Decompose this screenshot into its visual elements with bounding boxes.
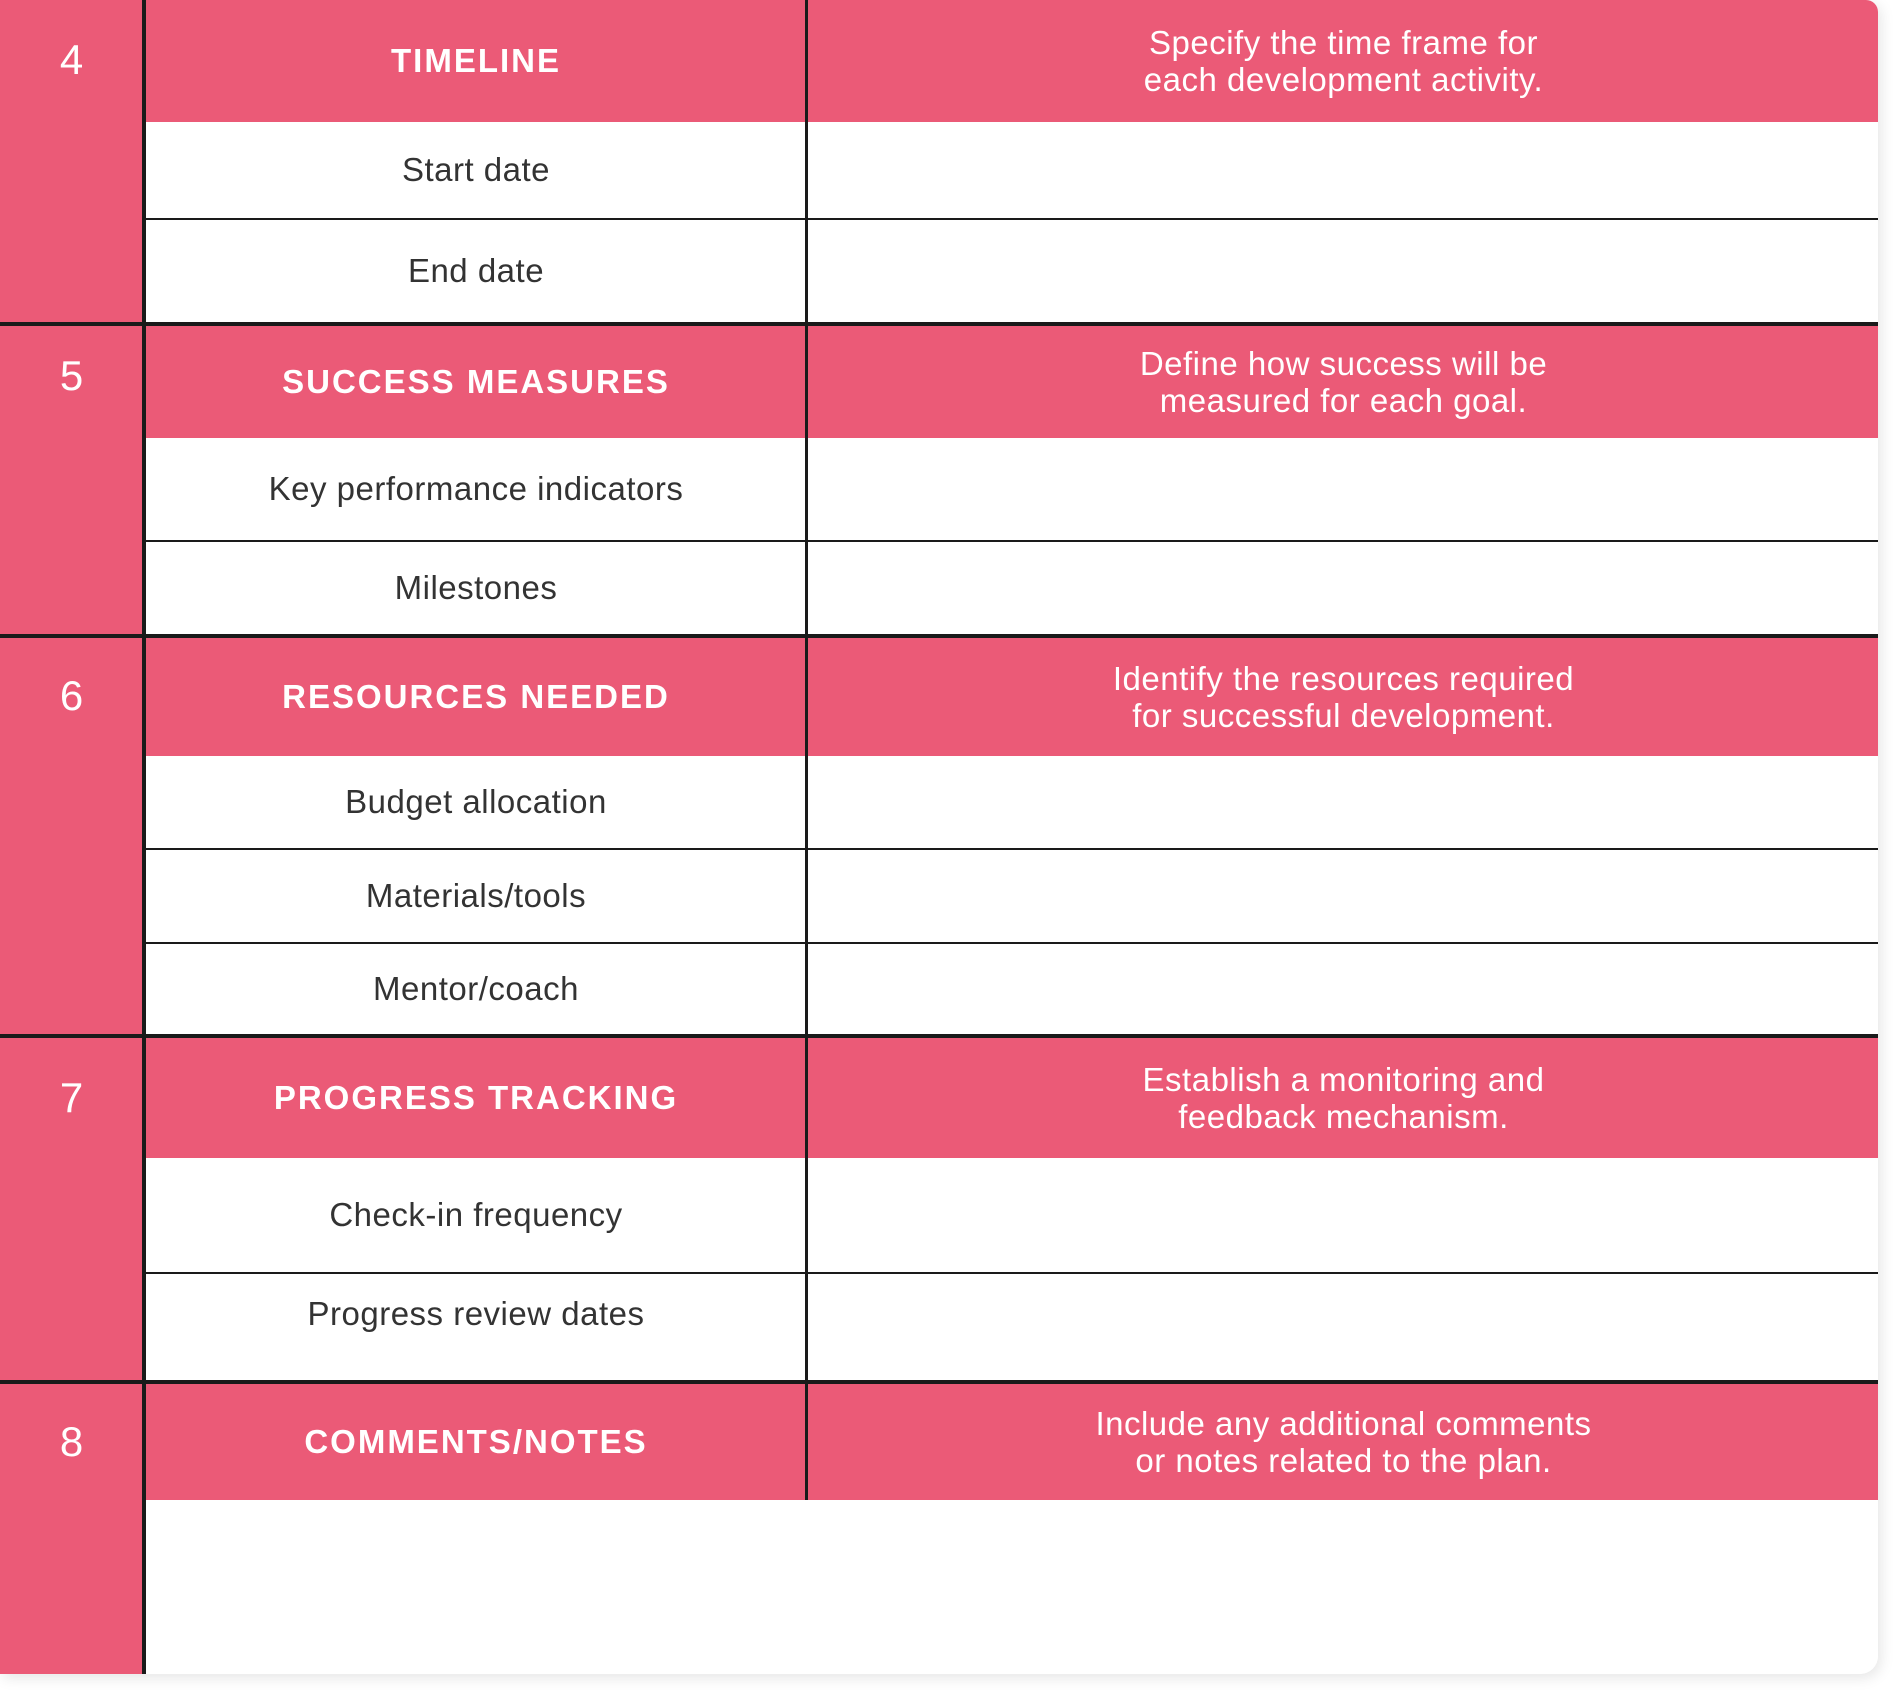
section-title: COMMENTS/NOTES xyxy=(304,1423,648,1460)
section-description: Identify the resources required for successful development. xyxy=(1112,660,1575,734)
row-label: End date xyxy=(407,252,545,289)
row-label: Progress review dates xyxy=(307,1295,645,1332)
section-progress-tracking xyxy=(0,1038,1878,1380)
table-row xyxy=(146,438,1878,540)
row-input-cell[interactable] xyxy=(809,220,1878,322)
section-title: TIMELINE xyxy=(391,42,561,79)
section-comments-notes xyxy=(0,1384,1878,1674)
section-title: PROGRESS TRACKING xyxy=(273,1079,679,1116)
table-row xyxy=(146,1274,1878,1380)
table-row xyxy=(146,220,1878,322)
row-label: Key performance indicators xyxy=(268,470,684,507)
section-header xyxy=(146,1038,1878,1158)
section-number: 7 xyxy=(59,1074,84,1121)
section-title: SUCCESS MEASURES xyxy=(282,363,670,400)
section-description: Establish a monitoring and feedback mechanism. xyxy=(1142,1061,1545,1135)
row-input-cell[interactable] xyxy=(809,1274,1878,1380)
row-input-cell[interactable] xyxy=(809,122,1878,218)
row-label: Check-in frequency xyxy=(329,1196,623,1233)
table-row xyxy=(146,944,1878,1034)
row-input-cell[interactable] xyxy=(809,438,1878,540)
section-number: 8 xyxy=(59,1418,84,1465)
section-header xyxy=(146,326,1878,438)
column-rule xyxy=(805,326,808,634)
section-header xyxy=(146,0,1878,122)
row-label: Materials/tools xyxy=(365,877,587,914)
row-input-cell[interactable] xyxy=(809,850,1878,942)
section-number: 6 xyxy=(59,672,84,719)
row-label: Milestones xyxy=(394,569,558,606)
column-rule xyxy=(805,0,808,322)
section-header xyxy=(146,638,1878,756)
column-rule xyxy=(805,638,808,1034)
row-input-cell[interactable] xyxy=(809,1158,1878,1272)
section-resources-needed xyxy=(0,638,1878,1034)
row-label: Start date xyxy=(401,151,551,188)
section-title: RESOURCES NEEDED xyxy=(282,678,670,715)
section-description: Include any additional comments or notes related to the plan. xyxy=(1095,1405,1592,1479)
section-number: 5 xyxy=(59,352,84,399)
section-header xyxy=(146,1384,1878,1500)
section-description: Specify the time frame for each development activity. xyxy=(1143,24,1544,98)
section-timeline xyxy=(0,0,1878,322)
table-row xyxy=(146,1158,1878,1272)
row-input-cell[interactable] xyxy=(809,756,1878,848)
section-description: Define how success will be measured for each goal. xyxy=(1139,345,1548,419)
table-row xyxy=(146,850,1878,942)
column-rule xyxy=(805,1384,808,1500)
row-label: Budget allocation xyxy=(345,783,607,820)
notes-area[interactable] xyxy=(146,1500,1878,1674)
section-number: 4 xyxy=(59,36,84,83)
row-input-cell[interactable] xyxy=(809,542,1878,634)
table-row xyxy=(146,122,1878,218)
column-rule xyxy=(805,1038,808,1380)
table-row xyxy=(146,756,1878,848)
number-column-rule xyxy=(142,0,146,1674)
table-row xyxy=(146,542,1878,634)
row-input-cell[interactable] xyxy=(809,944,1878,1034)
section-success-measures xyxy=(0,326,1878,634)
row-label: Mentor/coach xyxy=(373,970,579,1007)
